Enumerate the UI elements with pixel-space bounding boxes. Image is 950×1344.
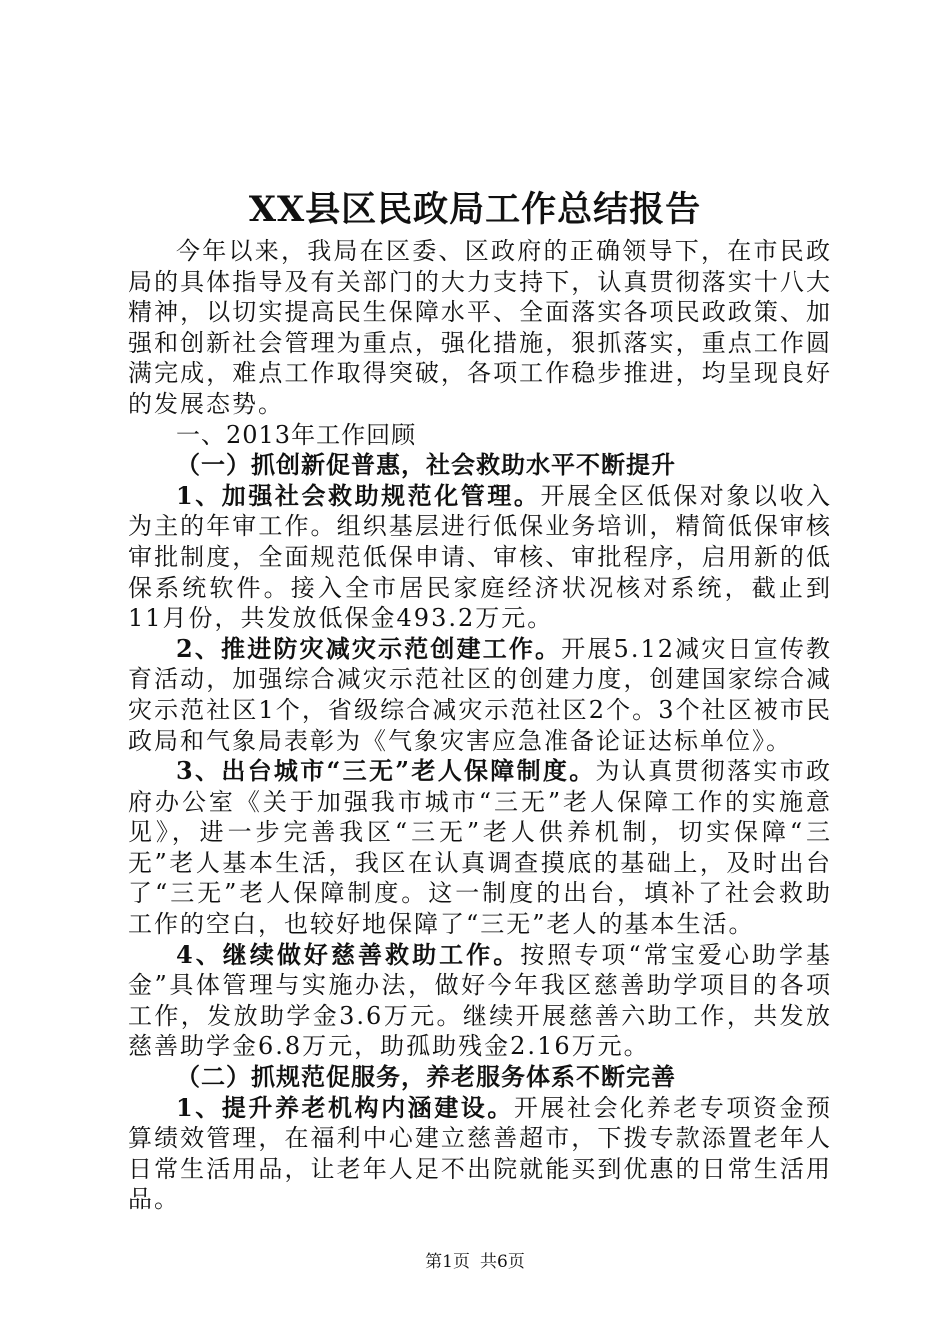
subsection-heading: （二）抓规范促服务，养老服务体系不断完善 xyxy=(176,1062,676,1092)
document-body xyxy=(128,236,832,1215)
item-paragraph xyxy=(128,1093,832,1215)
item-lead: 4、继续做好慈善救助工作。 xyxy=(176,939,521,969)
item-lead: 3、出台城市“三无”老人保障制度。 xyxy=(176,756,596,786)
page-footer xyxy=(0,1251,950,1273)
item-body: 开展全区低保对象以收入为主的年审工作。组织基层进行低保业务培训，精简低保审核审批制度，全面规范低保申请、审核、审批程序，启用新的低保系统软件。接入全市居民家庭经济状况核对系统，截止到11月份，共发放低保金493.2万元。 xyxy=(128,481,833,633)
section-heading: 一、2013年工作回顾 xyxy=(176,420,417,449)
item-paragraph xyxy=(128,940,832,1062)
page-total: 共6页 xyxy=(480,1252,525,1272)
item-body: 开展5.12减灾日宣传教育活动，加强综合减灾示范社区的创建力度，创建国家综合减灾示范社区1个，省级综合减灾示范社区2个。3个社区被市民政局和气象局表彰为《气象灾害应急准备论证达标单位》。 xyxy=(128,634,832,755)
item-lead: 2、推进防灾减灾示范创建工作。 xyxy=(176,633,562,663)
item-body: 为认真贯彻落实市政府办公室《关于加强我市城市“三无”老人保障工作的实施意见》，进一步完善我区“三无”老人供养机制，切实保障“三无”老人基本生活，我区在认真调查摸底的基础上，及时出台了“三无”老人保障制度。这一制度的出台，填补了社会救助工作的空白，也较好地保障了“三无”老人的基本生活。 xyxy=(128,757,833,939)
item-paragraph xyxy=(128,481,832,634)
intro-paragraph: 今年以来，我局在区委、区政府的正确领导下，在市民政局的具体指导及有关部门的大力支持下，认真贯彻落实十八大精神，以切实提高民生保障水平、全面落实各项民政政策、加强和创新社会管理为重点，强化措施，狠抓落实，重点工作圆满完成，难点工作取得突破，各项工作稳步推进，均呈现良好的发展态势。 xyxy=(128,237,832,418)
document-title: XX县区民政局工作总结报告 xyxy=(248,189,702,230)
item-lead: 1、提升养老机构内涵建设。 xyxy=(176,1092,514,1122)
item-body: 按照专项“常宝爱心助学基金”具体管理与实施办法，做好今年我区慈善助学项目的各项工作，发放助学金3.6万元。继续开展慈善六助工作，共发放慈善助学金6.8万元，助孤助残金2.16万元。 xyxy=(128,940,832,1061)
item-body: 开展社会化养老专项资金预算绩效管理，在福利中心建立慈善超市，下拨专款添置老年人日常生活用品，让老年人足不出院就能买到优惠的日常生活用品。 xyxy=(128,1093,832,1214)
item-paragraph xyxy=(128,634,832,756)
item-paragraph xyxy=(128,756,832,940)
item-lead: 1、加强社会救助规范化管理。 xyxy=(176,480,541,510)
subsection-heading: （一）抓创新促普惠，社会救助水平不断提升 xyxy=(176,450,676,480)
page-number: 第1页 xyxy=(425,1252,470,1272)
